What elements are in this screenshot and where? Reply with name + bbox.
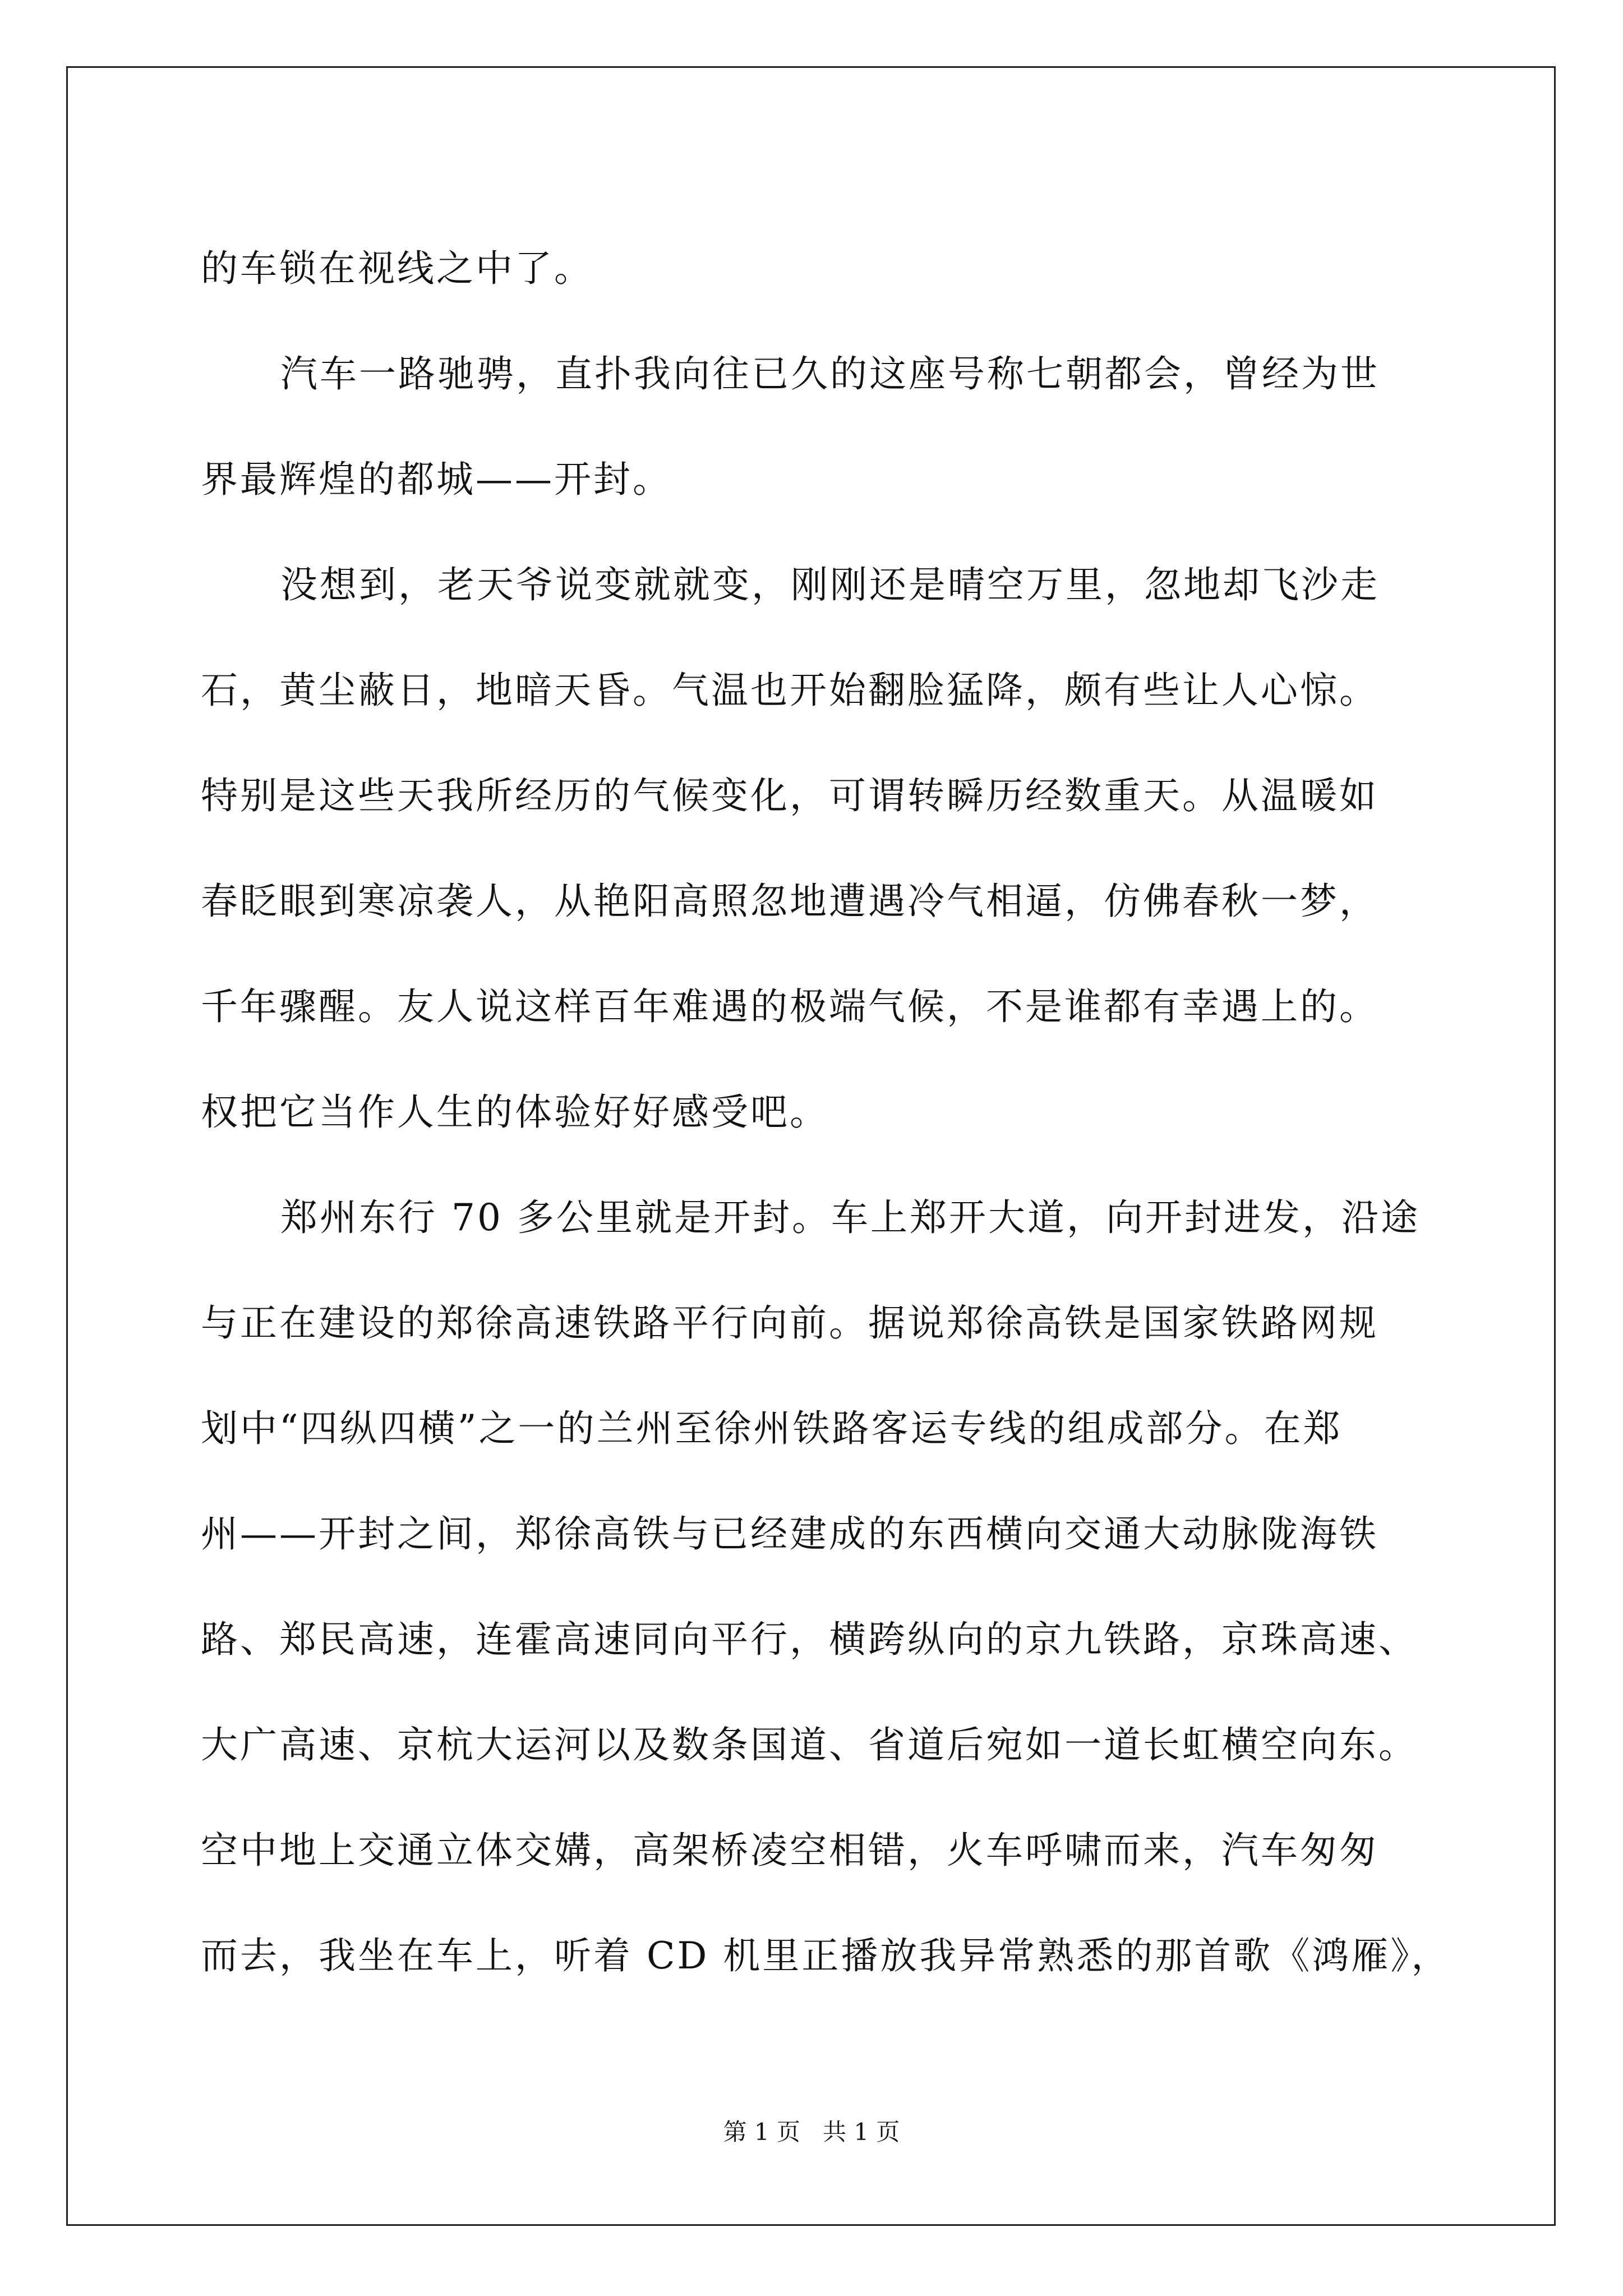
text-line: 汽车一路驰骋，直扑我向往已久的这座号称七朝都会，曾经为世 [280, 352, 1380, 395]
text-line: 郑州东行 70 多公里就是开封。车上郑开大道，向开封进发，沿途 [280, 1196, 1420, 1239]
page-number: 第 1 页 [723, 2118, 800, 2146]
text-line: 千年骤醒。友人说这样百年难遇的极端气候，不是谁都有幸遇上的。 [201, 985, 1378, 1028]
text-line: 界最辉煌的都城——开封。 [201, 458, 672, 501]
text-line: 路、郑民高速，连霍高速同向平行，横跨纵向的京九铁路，京珠高速、 [201, 1618, 1418, 1661]
text-line: 空中地上交通立体交媾，高架桥凌空相错，火车呼啸而来，汽车匆匆 [201, 1829, 1378, 1872]
text-line: 的车锁在视线之中了。 [201, 247, 593, 290]
text-line: 权把它当作人生的体验好好感受吧。 [201, 1091, 829, 1134]
text-line: 没想到，老天爷说变就就变，刚刚还是晴空万里，忽地却飞沙走 [280, 563, 1380, 606]
text-line: 春眨眼到寒凉袭人，从艳阳高照忽地遭遇冷气相逼，仿佛春秋一梦， [201, 880, 1378, 923]
text-line: 与正在建设的郑徐高速铁路平行向前。据说郑徐高铁是国家铁路网规 [201, 1301, 1378, 1345]
text-line: 石，黄尘蔽日，地暗天昏。气温也开始翻脸猛降，颇有些让人心惊。 [201, 669, 1378, 712]
page-footer [0, 2114, 1623, 2147]
text-line: 划中“四纵四横”之一的兰州至徐州铁路客运专线的组成部分。在郑 [201, 1407, 1343, 1450]
text-line: 特别是这些天我所经历的气候变化，可谓转瞬历经数重天。从温暖如 [201, 774, 1378, 817]
page-total: 共 1 页 [823, 2118, 900, 2146]
text-line: 大广高速、京杭大运河以及数条国道、省道后宛如一道长虹横空向东。 [201, 1723, 1418, 1766]
text-line: 州——开封之间，郑徐高铁与已经建成的东西横向交通大动脉陇海铁 [201, 1512, 1378, 1556]
text-line: 而去，我坐在车上，听着 CD 机里正播放我异常熟悉的那首歌《鸿雁》， [201, 1934, 1451, 1977]
document-body [201, 216, 1451, 2009]
